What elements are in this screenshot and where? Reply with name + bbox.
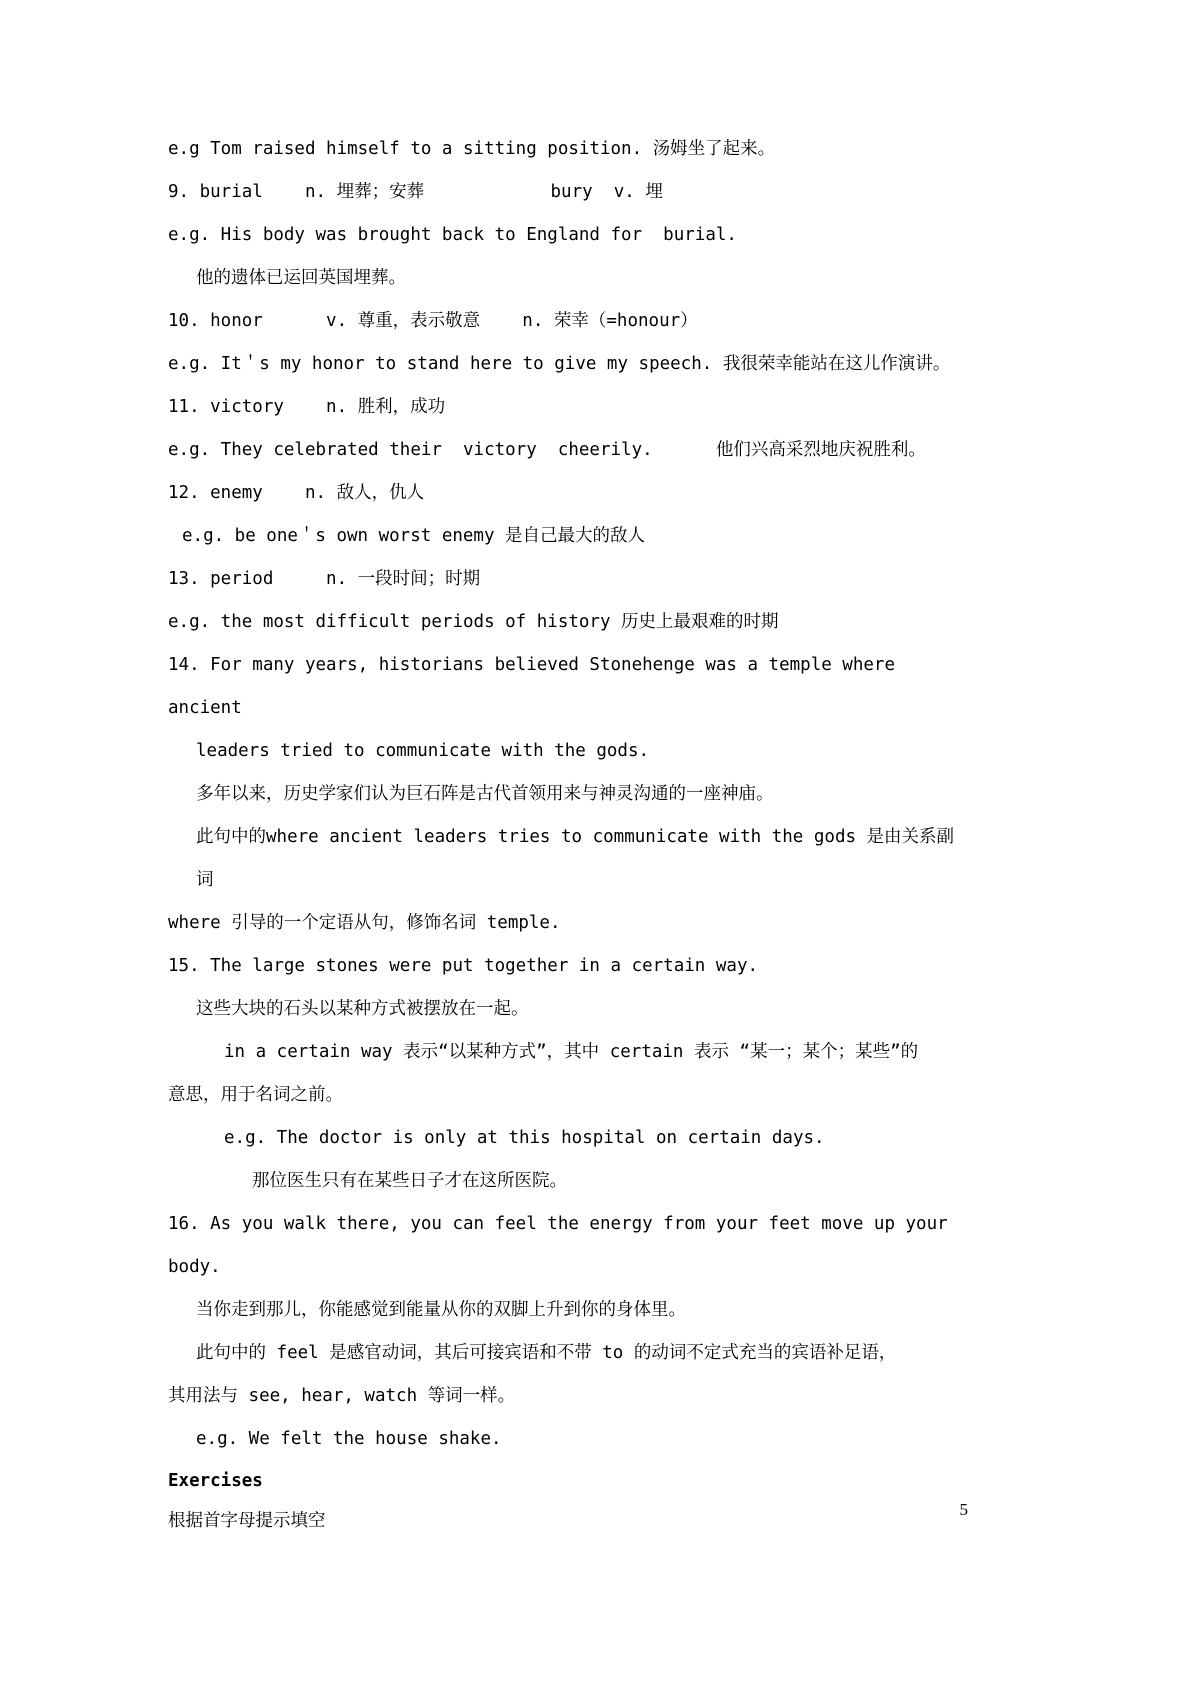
text-line: 当你走到那儿，你能感觉到能量从你的双脚上升到你的身体里。 (196, 1300, 686, 1320)
exercises-instruction: 根据首字母提示填空 (168, 1511, 326, 1531)
text-line: e.g Tom raised himself to a sitting position. 汤姆坐了起来。 (168, 139, 776, 159)
text-line: e.g. We felt the house shake. (196, 1429, 502, 1449)
text-line: 他的遗体已运回英国埋葬。 (196, 268, 406, 288)
vocab-entry-13: 13. period n. 一段时间；时期 (168, 569, 481, 589)
text-line: e.g. It＇s my honor to stand here to give my speech. 我很荣幸能站在这儿作演讲。 (168, 354, 951, 374)
text-line: 这些大块的石头以某种方式被摆放在一起。 (196, 999, 529, 1019)
text-line: 多年以来，历史学家们认为巨石阵是古代首领用来与神灵沟通的一座神庙。 (196, 784, 774, 804)
vocab-entry-11: 11. victory n. 胜利，成功 (168, 397, 446, 417)
vocab-entry-10: 10. honor v. 尊重，表示敬意 n. 荣幸（=honour） (168, 311, 698, 331)
text-line: 那位医生只有在某些日子才在这所医院。 (252, 1171, 567, 1191)
vocab-entry-12: 12. enemy n. 敌人，仇人 (168, 483, 425, 503)
text-line: where 引导的一个定语从句，修饰名词 temple. (168, 913, 561, 933)
text-line: 意思，用于名词之前。 (168, 1085, 343, 1105)
text-line: e.g. the most difficult periods of history 历史上最艰难的时期 (168, 612, 779, 632)
note-entry-15: 15. The large stones were put together in a certain way. (168, 956, 759, 976)
document-body (168, 128, 968, 1541)
text-line: e.g. be one＇s own worst enemy 是自己最大的敌人 (182, 526, 646, 546)
vocab-entry-9: 9. burial n. 埋葬；安葬 bury v. 埋 (168, 182, 663, 202)
text-line: e.g. They celebrated their victory cheerily. 他们兴高采烈地庆祝胜利。 (168, 440, 926, 460)
text-line: e.g. His body was brought back to England for burial. (168, 225, 737, 245)
note-entry-14: 14. For many years, historians believed Stonehenge was a temple where ancient (168, 655, 906, 718)
text-line: 其用法与 see, hear, watch 等词一样。 (168, 1386, 516, 1406)
text-line: in a certain way 表示“以某种方式”，其中 certain 表示 “某一；某个；某些”的 (224, 1042, 919, 1062)
text-line: leaders tried to communicate with the gods. (196, 741, 650, 761)
text-line: 此句中的 feel 是感官动词，其后可接宾语和不带 to 的动词不定式充当的宾语补足语， (196, 1343, 897, 1363)
page-number: 5 (959, 1500, 968, 1519)
text-line: 此句中的where ancient leaders tries to communicate with the gods 是由关系副词 (196, 827, 955, 890)
exercises-heading: Exercises (168, 1471, 263, 1491)
text-line: e.g. The doctor is only at this hospital on certain days. (224, 1128, 825, 1148)
note-entry-16: 16. As you walk there, you can feel the energy from your feet move up your body. (168, 1214, 959, 1277)
